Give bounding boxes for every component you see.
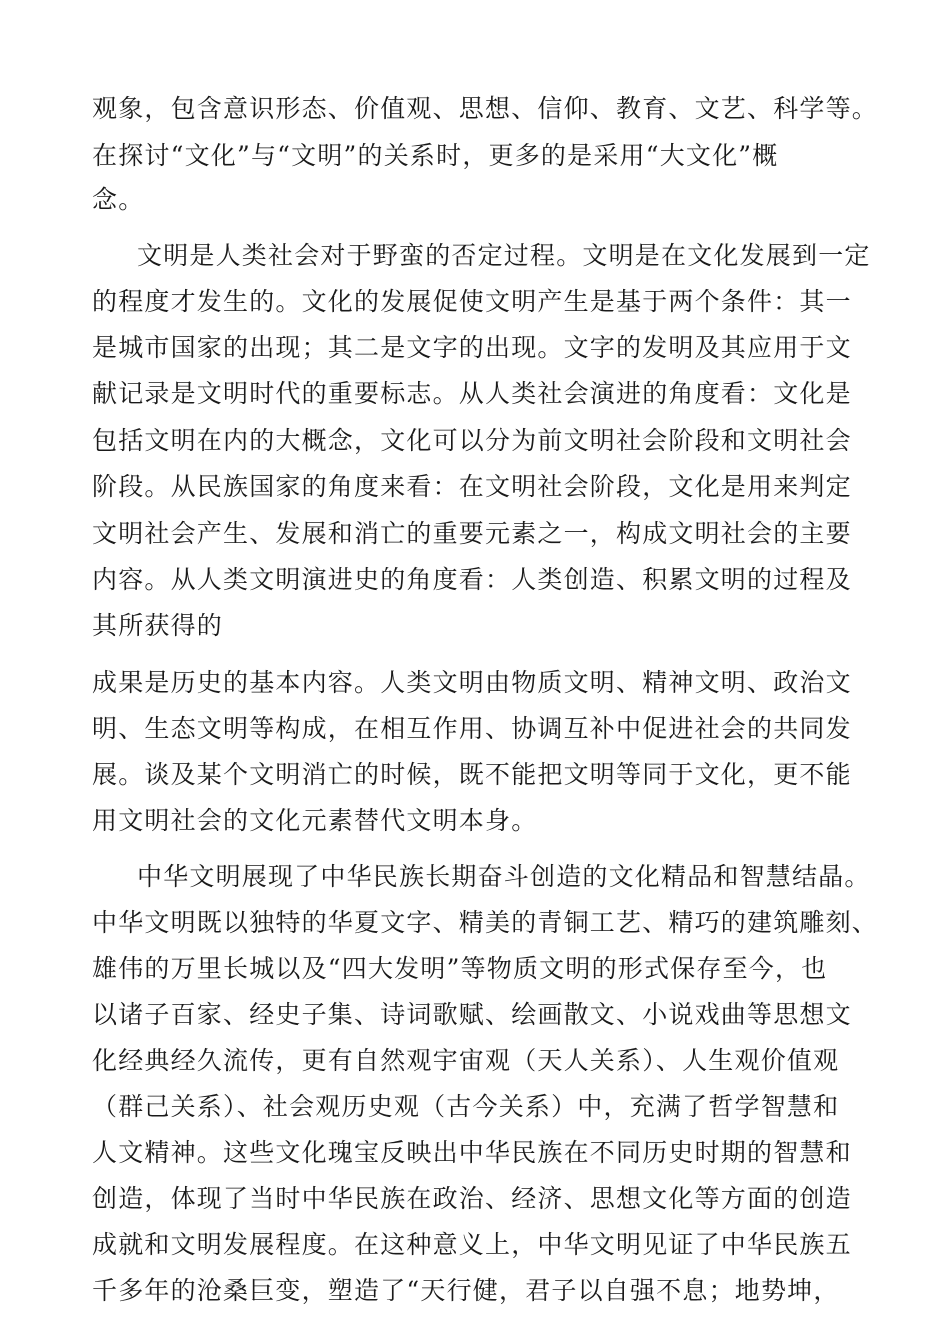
text-line: 中华文明既以独特的华夏文字、精美的青铜工艺、精巧的建筑雕刻、 [92, 908, 879, 937]
text-line: 文明是人类社会对于野蛮的否定过程。文明是在文化发展到一定 [137, 241, 871, 270]
text-line: 其所获得的 [92, 611, 224, 640]
text-line: 献记录是文明时代的重要标志。从人类社会演进的角度看：文化是 [92, 379, 852, 408]
text-line: 用文明社会的文化元素替代文明本身。 [92, 806, 538, 835]
text-line: 观象，包含意识形态、价值观、思想、信仰、教育、文艺、科学等。 [92, 94, 879, 123]
text-line: （群己关系）、社会观历史观（古今关系）中，充满了哲学智慧和 [92, 1092, 840, 1121]
text-line: 人文精神。这些文化瑰宝反映出中华民族在不同历史时期的智慧和 [92, 1138, 852, 1167]
text-line: 是城市国家的出现；其二是文字的出现。文字的发明及其应用于文 [92, 333, 852, 362]
text-line: 成就和文明发展程度。在这种意义上，中华文明见证了中华民族五 [92, 1230, 852, 1259]
text-line: 文明社会产生、发展和消亡的重要元素之一，构成文明社会的主要 [92, 519, 852, 548]
text-line: 千多年的沧桑巨变，塑造了“天行健，君子以自强不息；地势坤， [92, 1276, 840, 1305]
text-line: 成果是历史的基本内容。人类文明由物质文明、精神文明、政治文 [92, 668, 852, 697]
text-line: 在探讨“文化”与“文明”的关系时，更多的是采用“大文化”概 [92, 141, 779, 170]
text-line: 中华文明展现了中华民族长期奋斗创造的文化精品和智慧结晶。 [137, 862, 871, 891]
text-line: 明、生态文明等构成，在相互作用、协调互补中促进社会的共同发 [92, 714, 852, 743]
text-line: 展。谈及某个文明消亡的时候，既不能把文明等同于文化，更不能 [92, 760, 852, 789]
text-line: 念。 [92, 185, 145, 214]
text-line: 以诸子百家、经史子集、诗词歌赋、绘画散文、小说戏曲等思想文 [92, 1000, 852, 1029]
text-line: 内容。从人类文明演进史的角度看：人类创造、积累文明的过程及 [92, 565, 852, 594]
text-line: 化经典经久流传，更有自然观宇宙观（天人关系）、人生观价值观 [92, 1046, 840, 1075]
text-line: 阶段。从民族国家的角度来看：在文明社会阶段，文化是用来判定 [92, 472, 852, 501]
text-line: 雄伟的万里长城以及“四大发明”等物质文明的形式保存至今，也 [92, 954, 828, 983]
text-line: 创造，体现了当时中华民族在政治、经济、思想文化等方面的创造 [92, 1184, 852, 1213]
text-line: 包括文明在内的大概念，文化可以分为前文明社会阶段和文明社会 [92, 426, 852, 455]
text-line: 的程度才发生的。文化的发展促使文明产生是基于两个条件：其一 [92, 287, 852, 316]
